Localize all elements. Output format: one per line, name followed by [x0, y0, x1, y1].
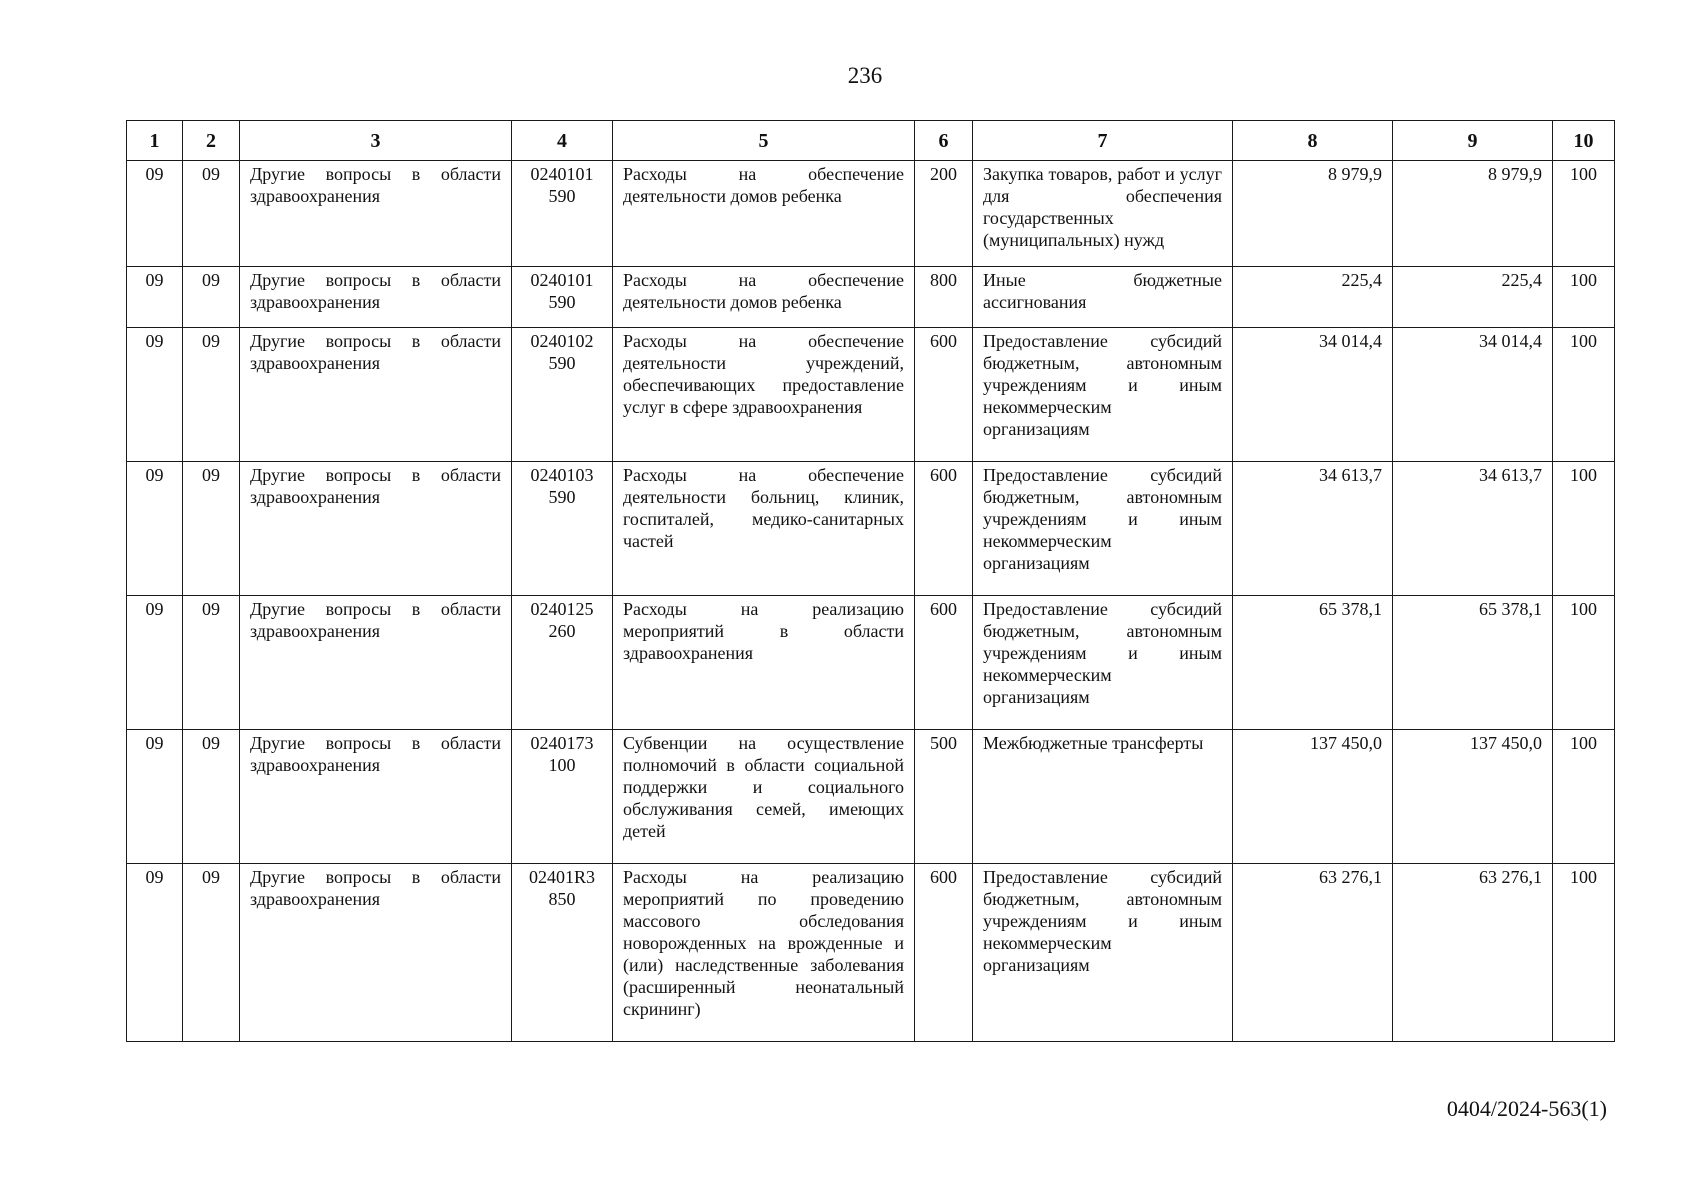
target-article-code: 0240102 590	[512, 328, 613, 462]
budget-table	[126, 120, 1615, 1042]
header-cell: 7	[973, 121, 1233, 161]
section-code: 09	[127, 462, 183, 596]
target-article-code: 0240101 590	[512, 161, 613, 267]
subsection-code: 09	[183, 596, 240, 730]
subsection-name: Другие вопросы в области здравоохранения	[240, 596, 512, 730]
actual-amount: 137 450,0	[1393, 730, 1553, 864]
subsection-code: 09	[183, 267, 240, 328]
subsection-name: Другие вопросы в области здравоохранения	[240, 864, 512, 1042]
target-article-name: Расходы на реализацию мероприятий в области здравоохранения	[613, 596, 915, 730]
subsection-name: Другие вопросы в области здравоохранения	[240, 462, 512, 596]
subsection-code: 09	[183, 462, 240, 596]
header-cell: 8	[1233, 121, 1393, 161]
table-row	[127, 267, 1615, 328]
actual-amount: 225,4	[1393, 267, 1553, 328]
planned-amount: 8 979,9	[1233, 161, 1393, 267]
section-code: 09	[127, 864, 183, 1042]
target-article-name: Расходы на обеспечение деятельности учреждений, обеспечивающих предоставление услуг в сфере здравоохранения	[613, 328, 915, 462]
expense-type-name: Иные бюджетные ассигнования	[973, 267, 1233, 328]
table-row	[127, 730, 1615, 864]
expense-type-code: 600	[915, 462, 973, 596]
target-article-code: 0240125 260	[512, 596, 613, 730]
target-article-code: 02401R3 850	[512, 864, 613, 1042]
execution-percent: 100	[1553, 328, 1615, 462]
section-code: 09	[127, 328, 183, 462]
actual-amount: 65 378,1	[1393, 596, 1553, 730]
subsection-name: Другие вопросы в области здравоохранения	[240, 161, 512, 267]
expense-type-code: 500	[915, 730, 973, 864]
execution-percent: 100	[1553, 462, 1615, 596]
expense-type-name: Межбюджетные трансферты	[973, 730, 1233, 864]
planned-amount: 34 014,4	[1233, 328, 1393, 462]
header-cell: 9	[1393, 121, 1553, 161]
execution-percent: 100	[1553, 864, 1615, 1042]
table-row	[127, 462, 1615, 596]
target-article-name: Расходы на обеспечение деятельности больниц, клиник, госпиталей, медико-санитарных частей	[613, 462, 915, 596]
header-cell: 3	[240, 121, 512, 161]
planned-amount: 137 450,0	[1233, 730, 1393, 864]
target-article-name: Расходы на обеспечение деятельности домов ребенка	[613, 161, 915, 267]
expense-type-name: Предоставление субсидий бюджетным, автономным учреждениям и иным некоммерческим организациям	[973, 864, 1233, 1042]
expense-type-name: Предоставление субсидий бюджетным, автономным учреждениям и иным некоммерческим организациям	[973, 328, 1233, 462]
header-cell: 6	[915, 121, 973, 161]
expense-type-name: Закупка товаров, работ и услуг для обеспечения государственных (муниципальных) нужд	[973, 161, 1233, 267]
table-row	[127, 864, 1615, 1042]
actual-amount: 63 276,1	[1393, 864, 1553, 1042]
subsection-name: Другие вопросы в области здравоохранения	[240, 730, 512, 864]
planned-amount: 225,4	[1233, 267, 1393, 328]
table-row	[127, 161, 1615, 267]
target-article-code: 0240101 590	[512, 267, 613, 328]
subsection-code: 09	[183, 864, 240, 1042]
execution-percent: 100	[1553, 596, 1615, 730]
expense-type-code: 600	[915, 596, 973, 730]
subsection-name: Другие вопросы в области здравоохранения	[240, 267, 512, 328]
expense-type-code: 800	[915, 267, 973, 328]
section-code: 09	[127, 730, 183, 864]
header-cell: 1	[127, 121, 183, 161]
table-row	[127, 328, 1615, 462]
target-article-name: Субвенции на осуществление полномочий в области социальной поддержки и социального обслуживания семей, имеющих детей	[613, 730, 915, 864]
document-code: 0404/2024-563(1)	[1446, 1096, 1607, 1121]
section-code: 09	[127, 267, 183, 328]
actual-amount: 8 979,9	[1393, 161, 1553, 267]
expense-type-code: 600	[915, 864, 973, 1042]
expense-type-code: 200	[915, 161, 973, 267]
subsection-code: 09	[183, 730, 240, 864]
subsection-name: Другие вопросы в области здравоохранения	[240, 328, 512, 462]
execution-percent: 100	[1553, 161, 1615, 267]
header-cell: 2	[183, 121, 240, 161]
header-cell: 4	[512, 121, 613, 161]
table-row	[127, 596, 1615, 730]
target-article-name: Расходы на обеспечение деятельности домов ребенка	[613, 267, 915, 328]
header-row	[127, 121, 1615, 161]
planned-amount: 34 613,7	[1233, 462, 1393, 596]
expense-type-name: Предоставление субсидий бюджетным, автономным учреждениям и иным некоммерческим организациям	[973, 462, 1233, 596]
page-number: 236	[847, 63, 883, 88]
planned-amount: 63 276,1	[1233, 864, 1393, 1042]
subsection-code: 09	[183, 328, 240, 462]
section-code: 09	[127, 596, 183, 730]
header-cell: 5	[613, 121, 915, 161]
expense-type-name: Предоставление субсидий бюджетным, автономным учреждениям и иным некоммерческим организациям	[973, 596, 1233, 730]
header-cell: 10	[1553, 121, 1615, 161]
section-code: 09	[127, 161, 183, 267]
target-article-name: Расходы на реализацию мероприятий по проведению массового обследования новорожденных на врожденные и (или) наследственные заболевания (расширенный неонатальный скрининг)	[613, 864, 915, 1042]
subsection-code: 09	[183, 161, 240, 267]
expense-type-code: 600	[915, 328, 973, 462]
actual-amount: 34 014,4	[1393, 328, 1553, 462]
planned-amount: 65 378,1	[1233, 596, 1393, 730]
execution-percent: 100	[1553, 267, 1615, 328]
execution-percent: 100	[1553, 730, 1615, 864]
target-article-code: 0240103 590	[512, 462, 613, 596]
target-article-code: 0240173 100	[512, 730, 613, 864]
actual-amount: 34 613,7	[1393, 462, 1553, 596]
